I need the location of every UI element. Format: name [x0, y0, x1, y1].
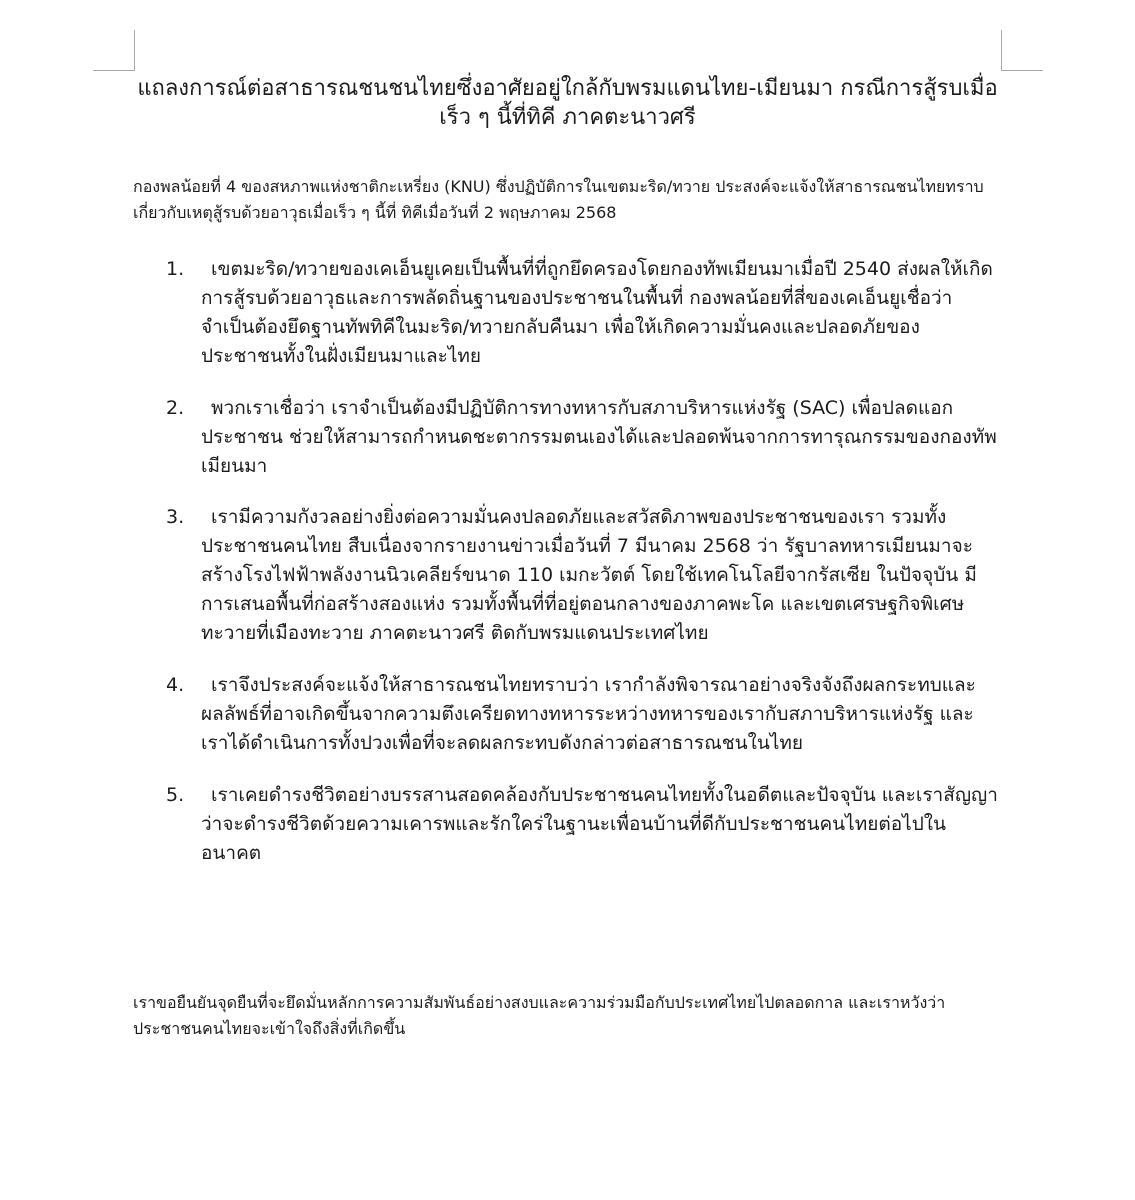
crop-mark-top-left: [134, 30, 135, 71]
list-item-text: เขตมะริด/ทวายของเคเอ็นยูเคยเป็นพื้นที่ที่ถูกยึดครองโดยกองทัพเมียนมาเมื่อปี 2540 ส่งผลให้เกิดการสู้รบด้วยอาวุธและการพลัดถิ่นฐานของประชาชนในพื้นที่ กองพลน้อยที่สี่ของเคเอ็นยูเชื่อว่า จำเป็นต้องยึดฐานทัพทิคีในมะริด/ทวายกลับคืนมา เพื่อให้เกิดความมั่นคงและปลอดภัยของประชาชนทั้งในฝั่งเมียนมาและไทย: [201, 258, 993, 367]
list-item: [0, 671, 1001, 758]
list-item: [0, 394, 1001, 481]
list-item: [0, 781, 1001, 868]
list-item-text: พวกเราเชื่อว่า เราจำเป็นต้องมีปฏิบัติการทางทหารกับสภาบริหารแห่งรัฐ (SAC) เพื่อปลดแอกประชาชน ช่วยให้สามารถกำหนดชะตากรรมตนเองได้และปลอดพ้นจากการทารุณกรรมของกองทัพเมียนมา: [201, 397, 997, 477]
list-item-text: เรามีความกังวลอย่างยิ่งต่อความมั่นคงปลอดภัยและสวัสดิภาพของประชาชนของเรา รวมทั้งประชาชนคนไทย สืบเนื่องจากรายงานข่าวเมื่อวันที่ 7 มีนาคม 2568 ว่า รัฐบาลทหารเมียนมาจะสร้างโรงไฟฟ้าพลังงานนิวเคลียร์ขนาด 110 เมกะวัตต์ โดยใช้เทคโนโลยีจากรัสเซีย ในปัจจุบัน มีการเสนอพื้นที่ก่อสร้างสองแห่ง รวมทั้งพื้นที่ที่อยู่ตอนกลางของภาคพะโค และเขตเศรษฐกิจพิเศษทะวายที่เมืองทะวาย ภาคตะนาวศรี ติดกับพรมแดนประเทศไทย: [201, 506, 977, 644]
closing-paragraph: เราขอยืนยันจุดยืนที่จะยึดมั่นหลักการความสัมพันธ์อย่างสงบและความร่วมมือกับประเทศไทยไปตลอดกาล และเราหวังว่าประชาชนคนไทยจะเข้าใจถึงสิ่งที่เกิดขึ้น: [133, 993, 946, 1038]
list-item-number: 2.: [166, 397, 185, 419]
list-item-number: 3.: [166, 506, 185, 528]
list-item-number: 5.: [166, 784, 185, 806]
list-item-text: เราเคยดำรงชีวิตอย่างบรรสานสอดคล้องกับประชาชนคนไทยทั้งในอดีตและปัจจุบัน และเราสัญญาว่าจะดำรงชีวิตด้วยความเคารพและรักใคร่ในฐานะเพื่อนบ้านที่ดีกับประชาชนคนไทยต่อไปในอนาคต: [201, 784, 998, 864]
crop-mark-top-right: [1001, 70, 1043, 71]
crop-mark-top-right: [1001, 30, 1002, 71]
list-item: [0, 503, 1001, 648]
intro-paragraph: กองพลน้อยที่ 4 ของสหภาพแห่งชาติกะเหรี่ยง (KNU) ซึ่งปฏิบัติการในเขตมะริด/ทวาย ประสงค์จะแจ้งให้สาธารณชนไทยทราบเกี่ยวกับเหตุสู้รบด้วยอาวุธเมื่อเร็ว ๆ นี้ที่ ทิคีเมื่อวันที่ 2 พฤษภาคม 2568: [133, 177, 984, 222]
list-item-number: 4.: [166, 674, 185, 696]
list-item: [0, 255, 1001, 371]
crop-mark-top-left: [93, 70, 135, 71]
statement-list: [0, 255, 1135, 891]
list-item-number: 1.: [166, 258, 185, 280]
list-item-text: เราจึงประสงค์จะแจ้งให้สาธารณชนไทยทราบว่า เรากำลังพิจารณาอย่างจริงจังถึงผลกระทบและผลลัพธ์ที่อาจเกิดขึ้นจากความตึงเครียดทางทหารระหว่างทหารของเรากับสภาบริหารแห่งรัฐ และเราได้ดำเนินการทั้งปวงเพื่อที่จะลดผลกระทบดังกล่าวต่อสาธารณชนในไทย: [201, 674, 976, 754]
document-title: แถลงการณ์ต่อสาธารณชนชนไทยซึ่งอาศัยอยู่ใกล้กับพรมแดนไทย-เมียนมา กรณีการสู้รบเมื่อเร็ว ๆ นี้ที่ทิคี ภาคตะนาวศรี: [137, 76, 998, 130]
